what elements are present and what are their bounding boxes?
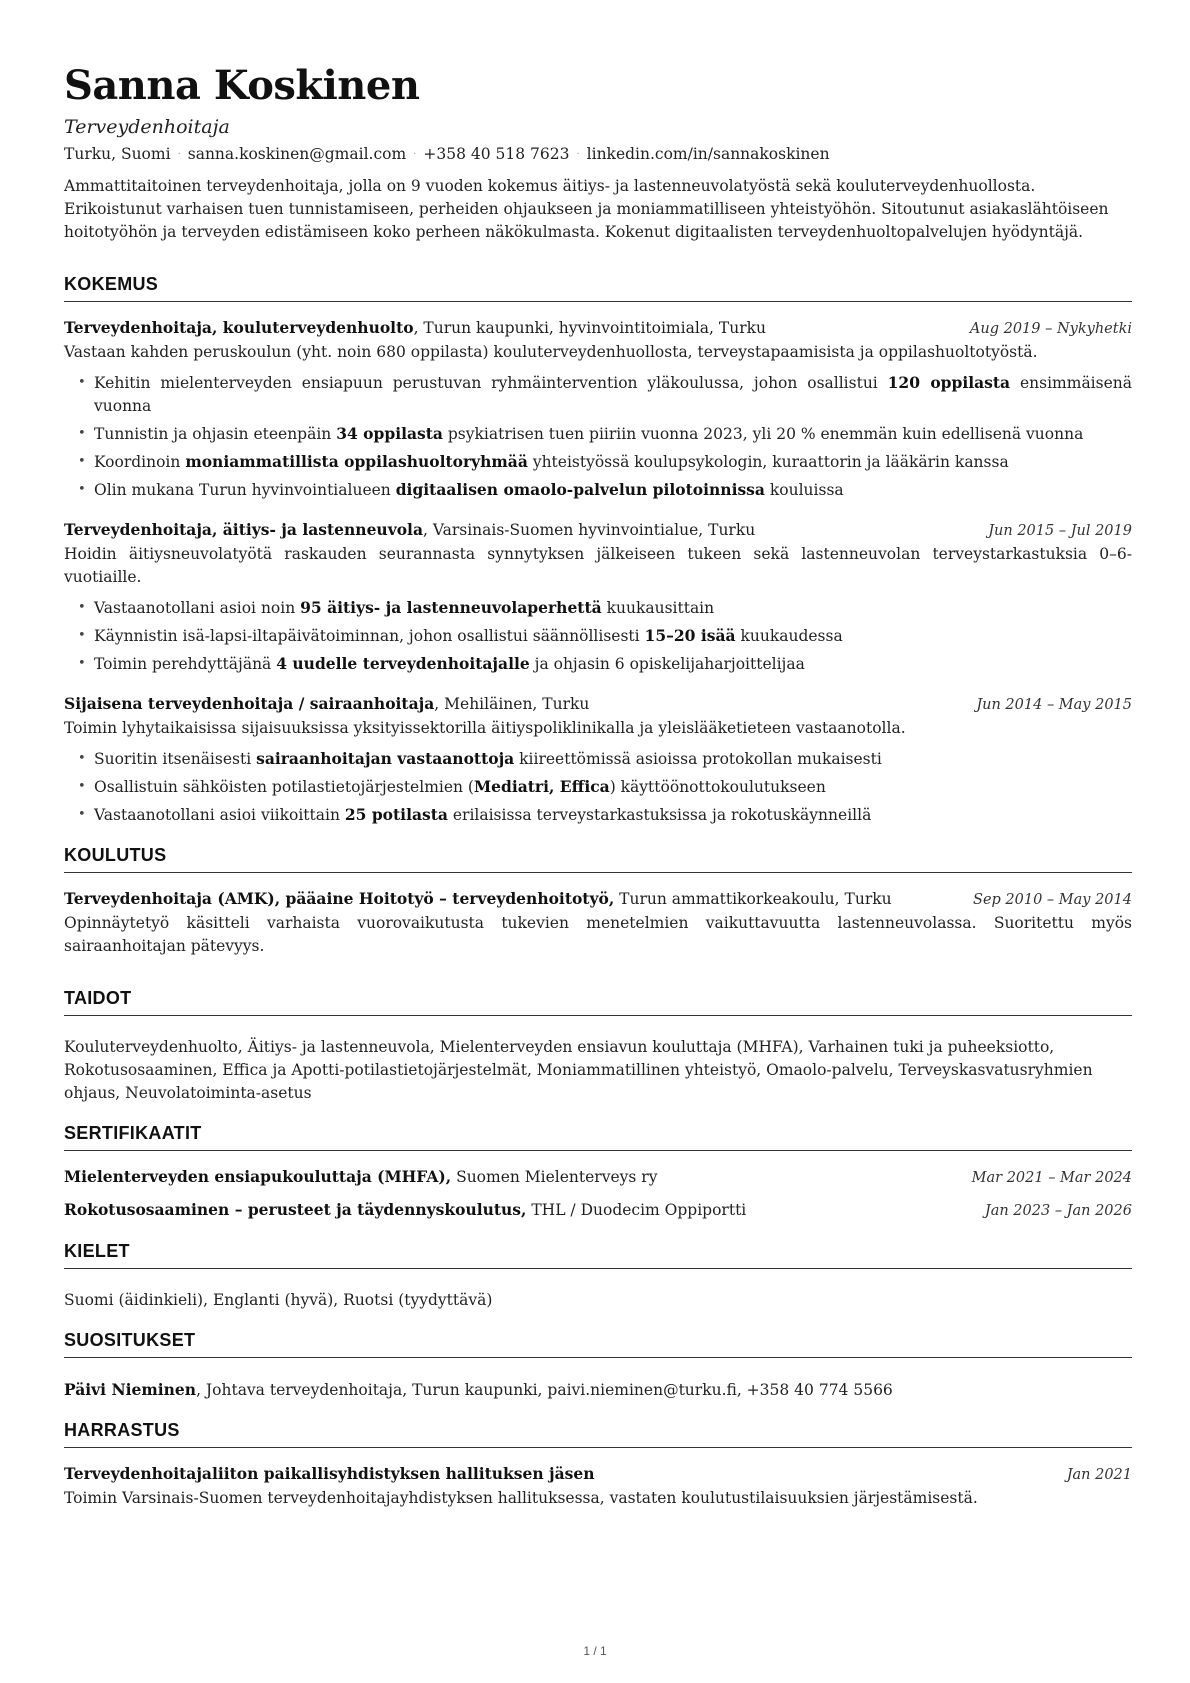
school-name: Turun ammattikorkeakoulu, Turku [614, 890, 892, 908]
section-heading-education: KOULUTUS [64, 845, 1132, 873]
separator-dot: · [413, 149, 417, 160]
experience-entry [64, 518, 1132, 676]
contact-linkedin[interactable]: linkedin.com/in/sannakoskinen [586, 145, 830, 163]
entry-title-line [64, 518, 755, 542]
education-date: Sep 2010 – May 2014 [973, 892, 1132, 908]
candidate-role: Terveydenhoitaja [64, 116, 230, 138]
page-number: 1 / 1 [583, 1644, 607, 1658]
education-description: Opinnäytetyö käsitteli varhaista vuorovaikutusta tukevien menetelmien vaikuttavuutta lastenneuvolassa. Suoritettu myös sairaanhoitajan pätevyys. [64, 914, 1132, 955]
achievement-item: • Vastaanotollani asioi viikoittain 25 potilasta erilaisissa terveystarkastuksissa ja rokotuskäynneillä [94, 803, 1132, 827]
profile-summary: Ammattitaitoinen terveydenhoitaja, jolla on 9 vuoden kokemus äitiys- ja lastenneuvolatyöstä sekä kouluterveydenhuollosta. Erikoistunut varhaisen tuen tunnistamiseen, perheiden ohjaukseen ja moniammatilliseen yhteistyöhön. Sitoutunut asiakaslähtöiseen hoitotyöhön ja terveyden edistämiseen koko perheen näkökulmasta. Kokenut digitaalisten terveydenhuoltopalvelujen hyödyntäjä. [64, 177, 1109, 241]
skills-section [64, 988, 1132, 1105]
achievement-item: • Tunnistin ja ohjasin eteenpäin 34 oppilasta psykiatrisen tuen piiriin vuonna 2023, yli 20 % enemmän kuin edellisenä vuonna [94, 422, 1132, 446]
hobby-description: Toimin Varsinais-Suomen terveydenhoitajayhdistyksen hallituksessa, vastaten koulutustilaisuuksien järjestämisestä. [64, 1489, 978, 1507]
contact-phone[interactable]: +358 40 518 7623 [423, 145, 570, 163]
job-title: Terveydenhoitaja, kouluterveydenhuolto [64, 318, 414, 337]
job-org: , Mehiläinen, Turku [434, 695, 590, 713]
candidate-name: Sanna Koskinen [64, 62, 420, 109]
job-date: Jun 2015 – Jul 2019 [988, 523, 1132, 539]
job-org: , Turun kaupunki, hyvinvointitoimiala, Turku [413, 319, 766, 337]
skills-text: Kouluterveydenhuolto, Äitiys- ja lastenneuvola, Mielenterveyden ensiavun kouluttaja (MHFA), Varhainen tuki ja puheeksiotto, Rokotusosaaminen, Effica ja Apotti-potilastietojärjestelmät, Moniammatillinen yhteistyö, Omaolo-palvelu, Terveyskasvatusryhmien ohjaus, Neuvolatoiminta-asetus [64, 1038, 1093, 1102]
job-title: Terveydenhoitaja, äitiys- ja lastenneuvola [64, 520, 423, 539]
job-description: Toimin lyhytaikaisissa sijaisuuksissa yksityissektorilla äitiyspoliklinikalla ja yleislääketieteen vastaanotolla. [64, 719, 906, 737]
achievement-item: • Vastaanotollani asioi noin 95 äitiys- ja lastenneuvolaperhettä kuukausittain [94, 596, 1132, 620]
references-section [64, 1330, 1132, 1402]
hobby-entry [64, 1462, 1132, 1510]
achievement-item: • Toimin perehdyttäjänä 4 uudelle terveydenhoitajalle ja ohjasin 6 opiskelijaharjoittelijaa [94, 652, 1132, 676]
hobby-section [64, 1420, 1132, 1510]
education-section [64, 845, 1132, 958]
experience-entry [64, 692, 1132, 827]
achievement-item: • Olin mukana Turun hyvinvointialueen digitaalisen omaolo-palvelun pilotoinnissa kouluissa [94, 478, 1132, 502]
entry-title-line [64, 1462, 595, 1486]
entry-title-line [64, 1198, 746, 1222]
separator-dot: · [576, 149, 580, 160]
reference-details: , Johtava terveydenhoitaja, Turun kaupunki, paivi.nieminen@turku.fi, +358 40 774 5566 [196, 1381, 893, 1399]
achievement-list [64, 371, 1132, 502]
contact-line [64, 142, 1132, 167]
entry-title-line [64, 1165, 657, 1189]
achievement-list [64, 747, 1132, 827]
entry-title-line [64, 316, 766, 340]
entry-title-line [64, 887, 892, 911]
job-org: , Varsinais-Suomen hyvinvointialue, Turku [422, 521, 756, 539]
job-date: Jun 2014 – May 2015 [976, 697, 1132, 713]
entry-header [64, 1165, 1132, 1190]
certificate-date: Mar 2021 – Mar 2024 [971, 1170, 1132, 1186]
section-heading-certificates: SERTIFIKAATIT [64, 1123, 1132, 1151]
section-heading-references: SUOSITUKSET [64, 1330, 1132, 1358]
certificate-issuer: Suomen Mielenterveys ry [451, 1168, 658, 1186]
separator-dot: · [177, 149, 181, 160]
achievement-list [64, 596, 1132, 676]
experience-section [64, 274, 1132, 827]
education-entry [64, 887, 1132, 958]
entry-title-line [64, 692, 589, 716]
achievement-item: • Käynnistin isä-lapsi-iltapäivätoiminnan, johon osallistui säännöllisesti 15–20 isää kuukaudessa [94, 624, 1132, 648]
certificate-date: Jan 2023 – Jan 2026 [984, 1203, 1132, 1219]
job-description: Hoidin äitiysneuvolatyötä raskauden seurannasta synnytyksen jälkeiseen tukeen sekä lastenneuvolan terveystarkastuksia 0–6-vuotiaille. [64, 545, 1132, 586]
job-description: Vastaan kahden peruskoulun (yht. noin 680 oppilasta) kouluterveydenhuollosta, terveystapaamisista ja oppilashuoltotyöstä. [64, 343, 1038, 361]
degree-title: Terveydenhoitaja (AMK), pääaine Hoitotyö – terveydenhoitotyö, [64, 889, 615, 908]
certificates-section [64, 1123, 1132, 1223]
contact-email[interactable]: sanna.koskinen@gmail.com [187, 145, 407, 163]
achievement-item: • Kehitin mielenterveyden ensiapuun perustuvan ryhmäintervention yläkoulussa, johon osallistui 120 oppilasta ensimmäisenä vuonna [94, 371, 1132, 418]
contact-location: Turku, Suomi [64, 145, 171, 163]
certificate-entry [64, 1198, 1132, 1223]
certificate-title: Mielenterveyden ensiapukouluttaja (MHFA), [64, 1167, 452, 1186]
section-heading-languages: KIELET [64, 1241, 1132, 1269]
achievement-item: • Koordinoin moniammatillista oppilashuoltoryhmää yhteistyössä koulupsykologin, kuraattorin ja lääkärin kanssa [94, 450, 1132, 474]
section-heading-experience: KOKEMUS [64, 274, 1132, 302]
languages-section [64, 1241, 1132, 1312]
entry-header [64, 518, 1132, 543]
achievement-item: • Suoritin itsenäisesti sairaanhoitajan vastaanottoja kiireettömissä asioissa protokollan mukaisesti [94, 747, 1132, 771]
entry-header [64, 1462, 1132, 1487]
job-title: Sijaisena terveydenhoitaja / sairaanhoitaja [64, 694, 435, 713]
hobby-date: Jan 2021 [1066, 1467, 1132, 1483]
section-heading-skills: TAIDOT [64, 988, 1132, 1016]
experience-entry [64, 316, 1132, 502]
section-heading-hobby: HARRASTUS [64, 1420, 1132, 1448]
entry-header [64, 316, 1132, 341]
achievement-item: • Osallistuin sähköisten potilastietojärjestelmien (Mediatri, Effica) käyttöönottokoulutukseen [94, 775, 1132, 799]
certificate-entry [64, 1165, 1132, 1190]
certificate-title: Rokotusosaaminen – perusteet ja täydennyskoulutus, [64, 1200, 527, 1219]
reference-entry [64, 1378, 1132, 1402]
entry-header [64, 692, 1132, 717]
entry-header [64, 1198, 1132, 1223]
languages-text: Suomi (äidinkieli), Englanti (hyvä), Ruotsi (tyydyttävä) [64, 1291, 493, 1309]
entry-header [64, 887, 1132, 912]
certificate-issuer: THL / Duodecim Oppiportti [526, 1201, 747, 1219]
job-date: Aug 2019 – Nykyhetki [969, 321, 1132, 337]
hobby-title: Terveydenhoitajaliiton paikallisyhdistyksen hallituksen jäsen [64, 1464, 595, 1483]
reference-name: Päivi Nieminen [64, 1380, 197, 1399]
resume-page [64, 60, 1132, 1510]
